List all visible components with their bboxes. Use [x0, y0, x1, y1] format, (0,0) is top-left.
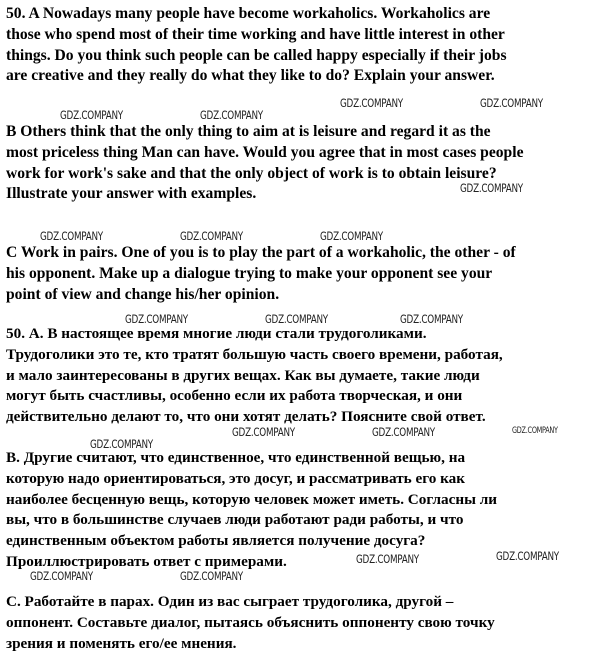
- watermark: GDZ.COMPANY: [200, 108, 263, 122]
- watermark: GDZ.COMPANY: [512, 426, 558, 436]
- watermark: GDZ.COMPANY: [460, 181, 523, 195]
- watermark: GDZ.COMPANY: [480, 96, 543, 110]
- watermark: GDZ.COMPANY: [180, 569, 243, 583]
- watermark: GDZ.COMPANY: [496, 549, 559, 563]
- watermark: GDZ.COMPANY: [30, 569, 93, 583]
- exercise-50b-en: B Others think that the only thing to aim at is leisure and regard it as the most priceless thing Man can have. Would you agree that in most cases people work for work's sake and that the only object of work is to obtain leisure? Illustrate your answer with examples.: [6, 123, 524, 203]
- watermark: GDZ.COMPANY: [340, 96, 403, 110]
- watermark: GDZ.COMPANY: [372, 425, 435, 439]
- watermark: GDZ.COMPANY: [125, 312, 188, 326]
- watermark: GDZ.COMPANY: [265, 312, 328, 326]
- exercise-50a-ru: 50. А. В настоящее время многие люди стали трудоголиками. Трудоголики это те, кто тратят большую часть своего времени, работая, и мало заинтересованы в других вещах. Как вы думаете, такие люди могут быть счастливы, особенно если их работа творческая, и они действительно делают то, что они хотят делать? Поясните свой ответ.: [6, 325, 503, 426]
- exercise-50c-en: C Work in pairs. One of you is to play the part of a workaholic, the other - of his opponent. Make up a dialogue trying to make your opponent see your point of view and change his/her opinion.: [6, 244, 516, 303]
- watermark: GDZ.COMPANY: [320, 229, 383, 243]
- exercise-50a-en: 50. A Nowadays many people have become workaholics. Workaholics are those who spend most of their time working and have little interest in other things. Do you think such people can be called happy especially if their jobs are creative and they really do what they like to do? Explain your answer.: [6, 5, 507, 85]
- exercise-50c-ru: С. Работайте в парах. Один из вас сыграет трудоголика, другой – оппонент. Составьте диалог, пытаясь объяснить оппоненту свою точку зрения и поменять его/ее мнения.: [6, 593, 495, 652]
- watermark: GDZ.COMPANY: [180, 229, 243, 243]
- watermark: GDZ.COMPANY: [400, 312, 463, 326]
- exercise-50b-ru: В. Другие считают, что единственное, что единственной вещью, на которую надо ориентироваться, это досуг, и рассматривать его как наиболее бесценную вещь, которую человек может иметь. Согласны ли вы, что в большинстве случаев люди работают ради работы, и что единственным объектом работы является получение досуга? Проиллюстрировать ответ с примерами.: [6, 449, 498, 570]
- watermark: GDZ.COMPANY: [40, 229, 103, 243]
- watermark: GDZ.COMPANY: [90, 437, 153, 451]
- watermark: GDZ.COMPANY: [232, 425, 295, 439]
- watermark: GDZ.COMPANY: [356, 552, 419, 566]
- watermark: GDZ.COMPANY: [60, 108, 123, 122]
